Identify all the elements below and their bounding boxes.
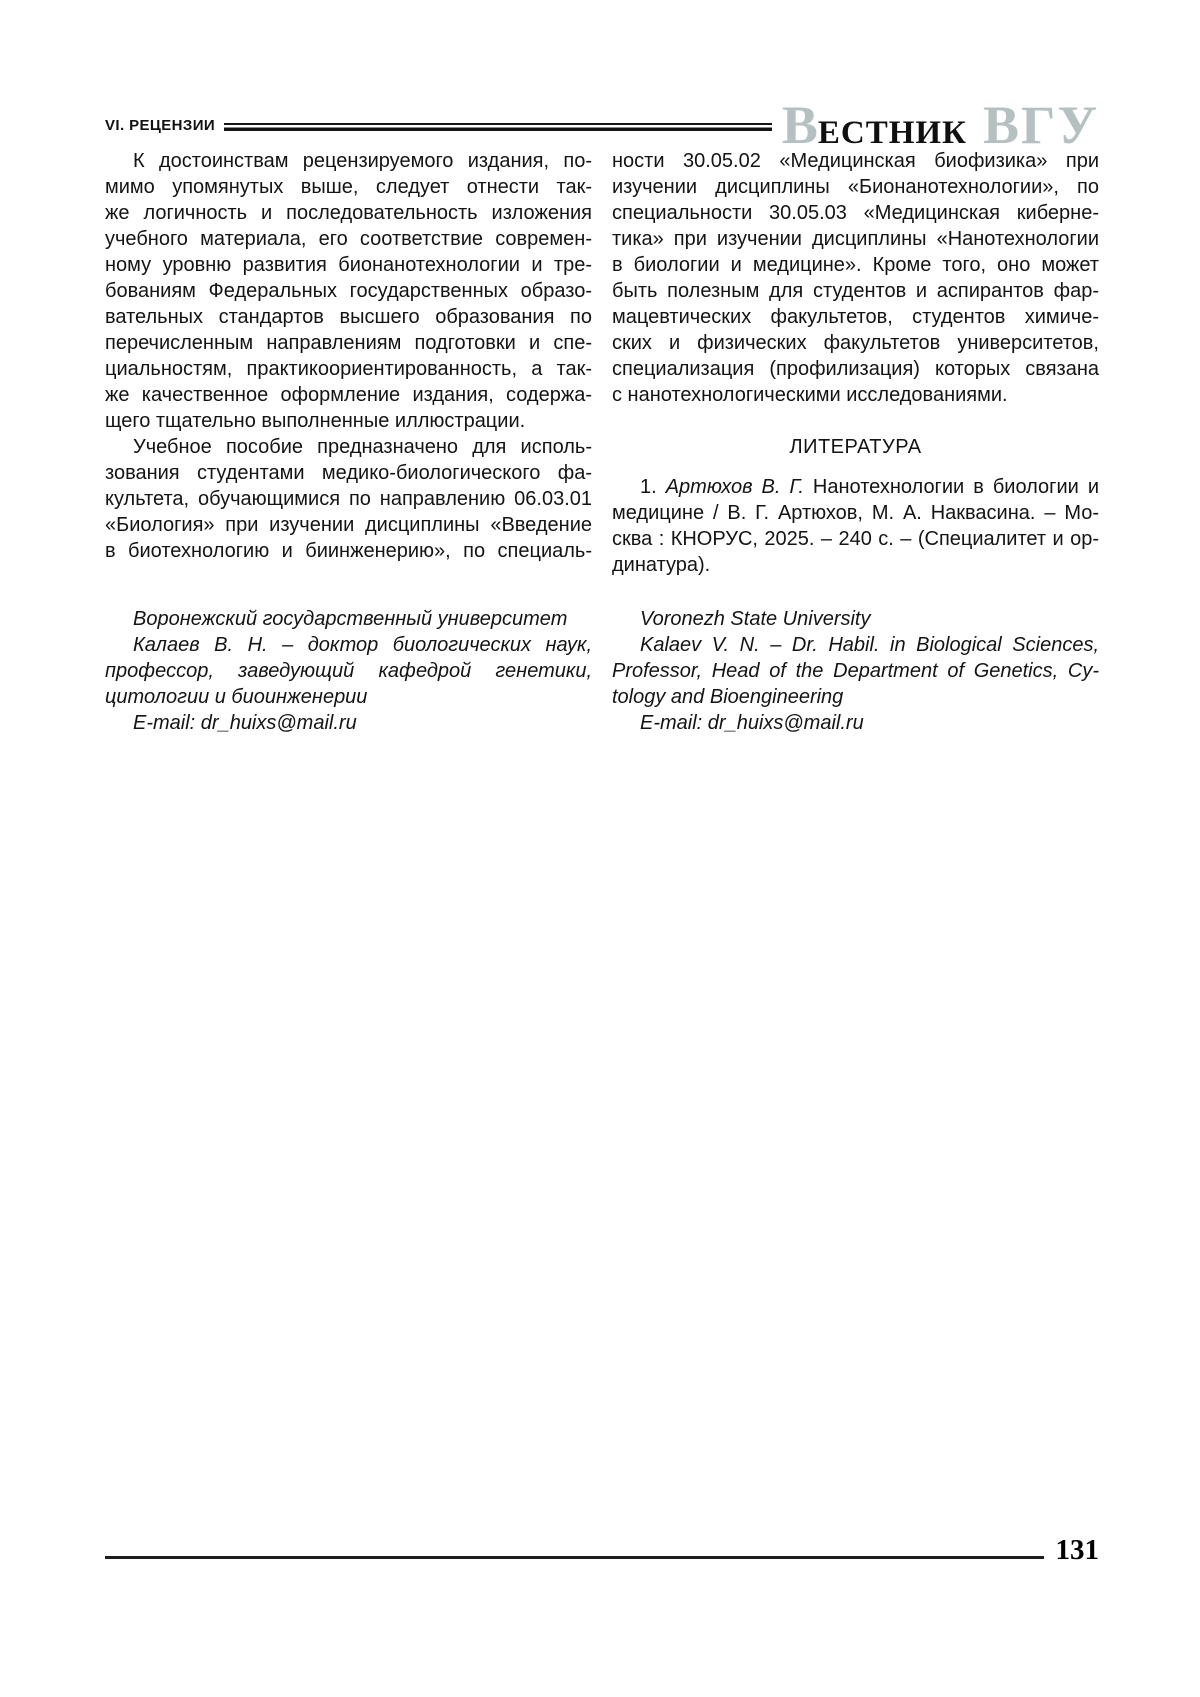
author-block-english [612, 606, 1099, 736]
text-line: Professor, Head of the Department of Genetics, Cy- [612, 660, 1099, 682]
text-line: вательных стандартов высшего образования по [105, 306, 592, 328]
paragraph [105, 434, 592, 564]
section-label: VI. РЕЦЕНЗИИ [105, 116, 216, 134]
text-line: ному уровню развития бионанотехнологии и тре- [105, 254, 592, 276]
text-segment: Нанотехнологии в биологии и [803, 476, 1099, 498]
text-line: Kalaev V. N. – Dr. Habil. in Biological Sciences, [640, 634, 1099, 656]
text-line: специальности 30.05.03 «Медицинская киберне- [612, 202, 1099, 224]
text-line: зования студентами медико-биологического фа- [105, 462, 592, 484]
text-segment: 1. [640, 476, 666, 498]
article-body [105, 148, 1099, 736]
text-line: Учебное пособие предназначено для исполь- [133, 436, 592, 458]
text-line: ности 30.05.02 «Медицинская биофизика» при [612, 150, 1099, 172]
text-line: сква : КНОРУС, 2025. – 240 с. – (Специалитет и ор- [612, 528, 1099, 550]
footer-rule [105, 1556, 1044, 1559]
right-text-column [612, 148, 1099, 578]
page-footer [105, 1536, 1099, 1565]
text-line: с нанотехнологическими исследованиями. [612, 384, 1008, 406]
text-line: щего тщательно выполненные иллюстрации. [105, 410, 526, 432]
journal-logo [781, 95, 1099, 155]
reference-list [612, 474, 1099, 578]
text-line [612, 474, 1099, 500]
text-line: перечисленным направлениям подготовки и спе- [105, 332, 592, 354]
italic-text-segment: Артюхов В. Г. [665, 476, 804, 498]
paragraph [612, 148, 1099, 408]
text-line: изучении дисциплины «Бионанотехнологии», по [612, 176, 1099, 198]
text-line: профессор, заведующий кафедрой генетики, [105, 660, 592, 682]
text-line: в биологии и медицине». Кроме того, оно может [612, 254, 1099, 276]
text-line: бованиям Федеральных государственных образо- [105, 280, 592, 302]
logo-word: ЕСТНИК [817, 115, 967, 151]
text-line: Калаев В. Н. – доктор биологических наук, [133, 634, 592, 656]
text-line: специализация (профилизация) которых связана [612, 358, 1099, 380]
paragraph [612, 606, 1099, 632]
text-line: динатура). [612, 554, 711, 576]
page-number: 131 [1055, 1534, 1099, 1566]
text-line: Voronezh State University [640, 608, 871, 630]
text-line: E-mail: dr_huixs@mail.ru [133, 712, 357, 734]
page-header [105, 95, 1099, 155]
text-line: медицине / В. Г. Артюхов, М. А. Наквасина. – Мо- [612, 502, 1099, 524]
text-line: «Биология» при изучении дисциплины «Введение [105, 514, 592, 536]
paragraph [105, 710, 592, 736]
text-line: же качественное оформление издания, содержа- [105, 384, 592, 406]
text-line: учебного материала, его соответствие современ- [105, 228, 592, 250]
logo-university-abbr: ВГУ [982, 95, 1099, 155]
text-line: ских и физических факультетов университетов, [612, 332, 1099, 354]
text-line: циальностям, практикоориентированность, а так- [105, 358, 592, 380]
text-line: мацевтических факультетов, студентов химиче- [612, 306, 1099, 328]
logo-initial-letter: В [781, 95, 818, 155]
text-line: цитологии и биоинженерии [105, 686, 368, 708]
literature-heading: ЛИТЕРАТУРА [789, 436, 922, 458]
right-column-continuation [612, 148, 1099, 408]
paragraph [105, 148, 592, 434]
paragraph [105, 606, 592, 632]
text-line: культета, обучающимися по направлению 06.03.01 [105, 488, 592, 510]
text-line: быть полезным для студентов и аспирантов фар- [612, 280, 1099, 302]
text-line: К достоинствам рецензируемого издания, по- [133, 150, 592, 172]
text-line: тика» при изучении дисциплины «Нанотехнологии [612, 228, 1099, 250]
text-line: мимо упомянутых выше, следует отнести так- [105, 176, 592, 198]
text-line: E-mail: dr_huixs@mail.ru [640, 712, 864, 734]
author-block-russian [105, 606, 592, 736]
header-rule [224, 123, 772, 131]
paragraph [612, 474, 1099, 578]
text-line: Воронежский государственный университет [133, 608, 568, 630]
left-text-column [105, 148, 592, 578]
text-line: в биотехнологию и биинженерию», по специаль- [105, 540, 592, 562]
paragraph [612, 710, 1099, 736]
paragraph [105, 632, 592, 710]
paragraph [612, 632, 1099, 710]
text-line: же логичность и последовательность изложения [105, 202, 592, 224]
text-line: tology and Bioengineering [612, 686, 844, 708]
